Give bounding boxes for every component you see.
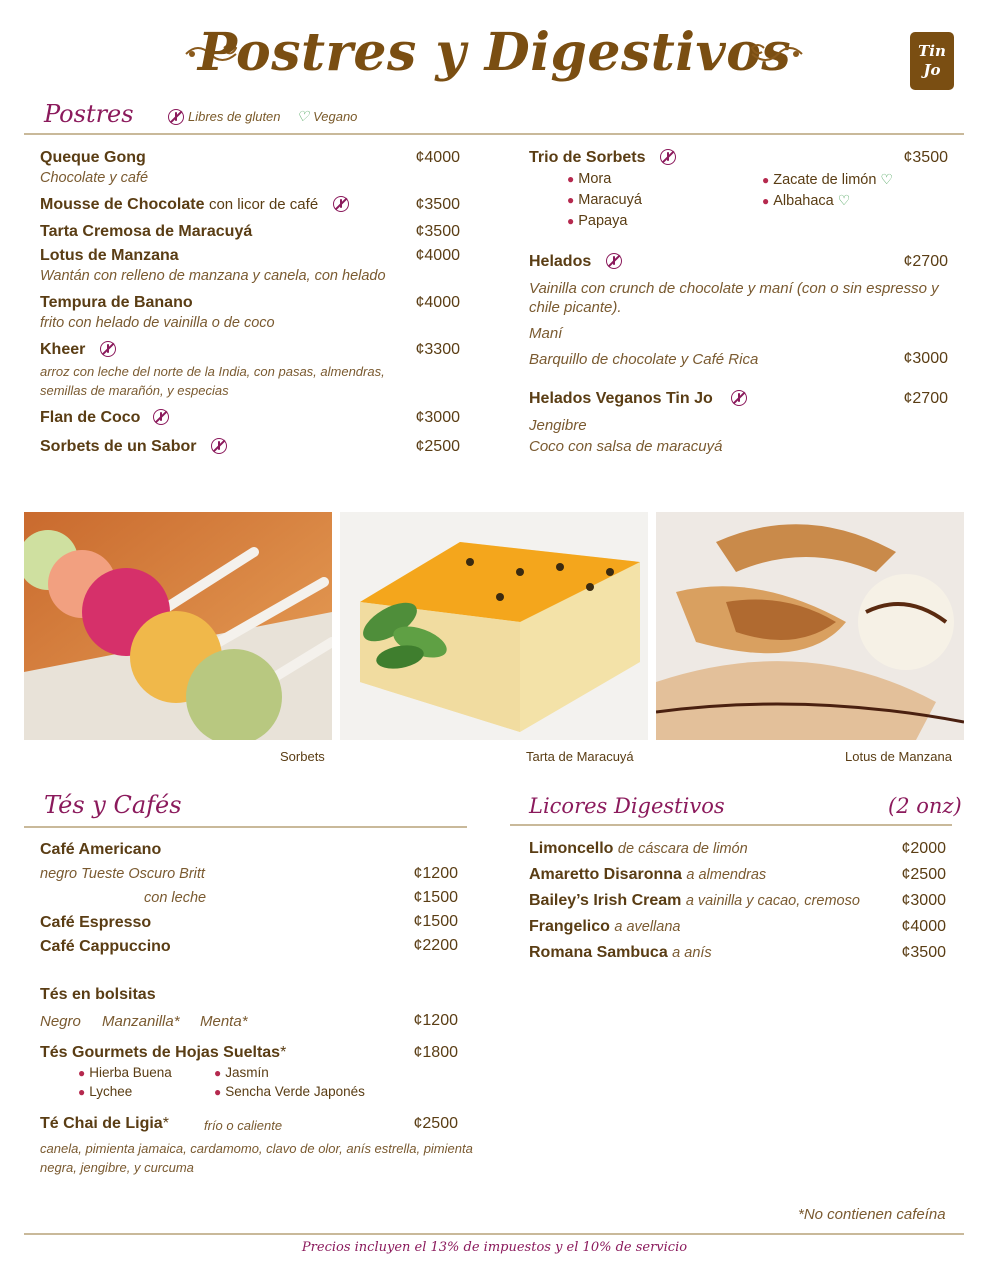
helados-name: Helados bbox=[529, 253, 592, 270]
caption-tarta: Tarta de Maracuyá bbox=[526, 749, 634, 764]
flavor-zacate: ● Zacate de limón ♡ bbox=[762, 171, 893, 188]
vegan-icon: ♡ bbox=[837, 192, 851, 208]
mousse-suffix: con licor de café bbox=[208, 196, 319, 213]
desc-helados-1: Vainilla con crunch de chocolate y maní (con o sin espresso y bbox=[529, 280, 939, 297]
price-gourmet: ¢1800 bbox=[413, 1044, 458, 1061]
tin-jo-logo bbox=[910, 32, 954, 90]
legend-gluten-label: Libres de gluten bbox=[188, 109, 281, 124]
gluten-free-icon bbox=[168, 109, 184, 125]
item-amaretto: Amaretto Disaronna a almendras bbox=[529, 866, 767, 883]
footer-rule bbox=[24, 1233, 964, 1235]
veganos-opt-jengibre: Jengibre bbox=[529, 417, 587, 434]
licores-heading: Licores Digestivos bbox=[529, 794, 725, 818]
item-espresso: Café Espresso bbox=[40, 914, 152, 931]
price-lotus: ¢4000 bbox=[415, 247, 460, 264]
gluten-free-icon bbox=[100, 341, 116, 357]
price-tarta: ¢3500 bbox=[415, 223, 460, 240]
bolsitas-menta: Menta* bbox=[200, 1013, 248, 1030]
item-trio bbox=[529, 149, 676, 167]
vegan-icon: ♡ bbox=[880, 171, 893, 187]
price-cappuccino: ¢2200 bbox=[413, 937, 458, 954]
trio-name: Trio de Sorbets bbox=[529, 149, 646, 166]
veganos-opt-coco: Coco con salsa de maracuyá bbox=[529, 438, 723, 455]
gourmet-hierba-buena: ● Hierba Buena bbox=[78, 1065, 172, 1080]
price-espresso: ¢1500 bbox=[413, 913, 458, 930]
kheer-name: Kheer bbox=[40, 341, 86, 358]
tes-heading: Tés y Cafés bbox=[44, 791, 182, 819]
price-baileys: ¢3000 bbox=[901, 892, 946, 909]
item-baileys: Bailey’s Irish Cream a vainilla y cacao, cremoso bbox=[529, 892, 860, 909]
chai-desc-2: negra, jengibre, y curcuma bbox=[40, 1160, 194, 1175]
logo-line-2: Jo bbox=[923, 61, 941, 79]
desc-helados-2: chile picante). bbox=[529, 299, 622, 316]
chai-name: Té Chai de Ligia bbox=[40, 1115, 163, 1132]
caffeine-note: *No contienen cafeína bbox=[798, 1206, 946, 1223]
price-amaretto: ¢2500 bbox=[901, 866, 946, 883]
item-flan bbox=[40, 409, 169, 427]
item-helados-veganos bbox=[529, 390, 747, 408]
legend bbox=[168, 108, 357, 125]
item-sorbets-sabor bbox=[40, 438, 227, 456]
flavor-albahaca: ● Albahaca ♡ bbox=[762, 192, 851, 209]
price-barquillo: ¢3000 bbox=[903, 350, 948, 367]
price-queque-gong: ¢4000 bbox=[415, 149, 460, 166]
page-title: Postres y Digestivos bbox=[197, 22, 792, 83]
americano-line2: con leche bbox=[144, 890, 207, 906]
item-helados bbox=[529, 253, 622, 271]
price-bolsitas: ¢1200 bbox=[413, 1012, 458, 1029]
gluten-free-icon bbox=[333, 196, 349, 212]
caption-lotus: Lotus de Manzana bbox=[845, 749, 952, 764]
postres-heading: Postres bbox=[44, 100, 134, 128]
bolsitas-manzanilla: Manzanilla* bbox=[102, 1013, 180, 1030]
item-tempura: Tempura de Banano bbox=[40, 294, 193, 311]
price-tempura: ¢4000 bbox=[415, 294, 460, 311]
item-gourmet bbox=[40, 1044, 286, 1062]
chai-star: * bbox=[162, 1115, 169, 1132]
item-limoncello: Limoncello de cáscara de limón bbox=[529, 840, 748, 857]
logo-line-1: Tin bbox=[918, 42, 946, 61]
right-flourish-icon bbox=[746, 40, 804, 76]
helados-opt-mani: Maní bbox=[529, 325, 563, 342]
item-queque-gong: Queque Gong bbox=[40, 149, 146, 166]
postres-rule bbox=[24, 133, 964, 135]
price-limoncello: ¢2000 bbox=[901, 840, 946, 857]
photo-sorbets bbox=[24, 512, 332, 740]
gluten-free-icon bbox=[731, 390, 747, 406]
price-kheer: ¢3300 bbox=[415, 341, 460, 358]
legend-vegan-label: Vegano bbox=[313, 109, 358, 124]
price-americano-negro: ¢1200 bbox=[413, 865, 458, 882]
tes-rule bbox=[24, 826, 467, 828]
item-lotus: Lotus de Manzana bbox=[40, 247, 179, 264]
price-helados: ¢2700 bbox=[903, 253, 948, 270]
price-trio: ¢3500 bbox=[903, 149, 948, 166]
price-flan: ¢3000 bbox=[415, 409, 460, 426]
flan-name: Flan de Coco bbox=[40, 409, 141, 426]
gourmet-lychee: ● Lychee bbox=[78, 1084, 133, 1099]
gluten-free-icon bbox=[153, 409, 169, 425]
item-americano: Café Americano bbox=[40, 841, 162, 858]
item-mousse bbox=[40, 196, 349, 214]
licores-rule bbox=[510, 824, 952, 826]
licores-size: (2 onz) bbox=[888, 794, 962, 818]
bolsitas-negro: Negro bbox=[40, 1013, 81, 1030]
mousse-name: Mousse de Chocolate bbox=[40, 196, 205, 213]
gourmet-sencha: ● Sencha Verde Japonés bbox=[214, 1084, 365, 1099]
americano-line1: negro Tueste Oscuro Britt bbox=[40, 866, 205, 882]
gourmet-star: * bbox=[280, 1044, 287, 1061]
item-bolsitas: Tés en bolsitas bbox=[40, 986, 156, 1003]
caption-sorbets: Sorbets bbox=[280, 749, 325, 764]
flavor-mora: ● Mora bbox=[567, 171, 612, 187]
price-frangelico: ¢4000 bbox=[901, 918, 946, 935]
flavor-papaya: ● Papaya bbox=[567, 213, 628, 229]
item-kheer bbox=[40, 341, 116, 359]
price-sambuca: ¢3500 bbox=[901, 944, 946, 961]
price-chai: ¢2500 bbox=[413, 1115, 458, 1132]
desc-lotus: Wantán con relleno de manzana y canela, con helado bbox=[40, 268, 386, 284]
tax-note: Precios incluyen el 13% de impuestos y el 10% de servicio bbox=[301, 1240, 688, 1255]
gluten-free-icon bbox=[606, 253, 622, 269]
price-mousse: ¢3500 bbox=[415, 196, 460, 213]
desc-tempura: frito con helado de vainilla o de coco bbox=[40, 315, 275, 331]
gourmet-jasmin: ● Jasmín bbox=[214, 1065, 269, 1080]
desc-queque-gong: Chocolate y café bbox=[40, 170, 149, 186]
photo-lotus bbox=[656, 512, 964, 740]
item-sambuca: Romana Sambuca a anís bbox=[529, 944, 712, 961]
item-chai bbox=[40, 1115, 169, 1133]
veganos-name: Helados Veganos Tin Jo bbox=[529, 390, 713, 407]
gluten-free-icon bbox=[660, 149, 676, 165]
chai-desc-1: canela, pimienta jamaica, cardamomo, clavo de olor, anís estrella, pimienta bbox=[40, 1141, 473, 1156]
sorbets-sabor-name: Sorbets de un Sabor bbox=[40, 438, 197, 455]
chai-note: frío o caliente bbox=[204, 1118, 283, 1133]
item-cappuccino: Café Cappuccino bbox=[40, 938, 171, 955]
price-sorbets-sabor: ¢2500 bbox=[415, 438, 460, 455]
photo-tarta bbox=[340, 512, 648, 740]
gluten-free-icon bbox=[211, 438, 227, 454]
price-veganos: ¢2700 bbox=[903, 390, 948, 407]
item-frangelico: Frangelico a avellana bbox=[529, 918, 681, 935]
flavor-maracuya: ● Maracuyá bbox=[567, 192, 642, 208]
desc-kheer-2: semillas de marañón, y especias bbox=[40, 383, 229, 398]
vegan-icon: ♡ bbox=[296, 108, 310, 124]
helados-opt-barquillo: Barquillo de chocolate y Café Rica bbox=[529, 351, 759, 368]
desc-kheer-1: arroz con leche del norte de la India, con pasas, almendras, bbox=[40, 364, 385, 379]
item-tarta: Tarta Cremosa de Maracuyá bbox=[40, 223, 253, 240]
price-americano-leche: ¢1500 bbox=[413, 889, 458, 906]
gourmet-name: Tés Gourmets de Hojas Sueltas bbox=[40, 1044, 281, 1061]
